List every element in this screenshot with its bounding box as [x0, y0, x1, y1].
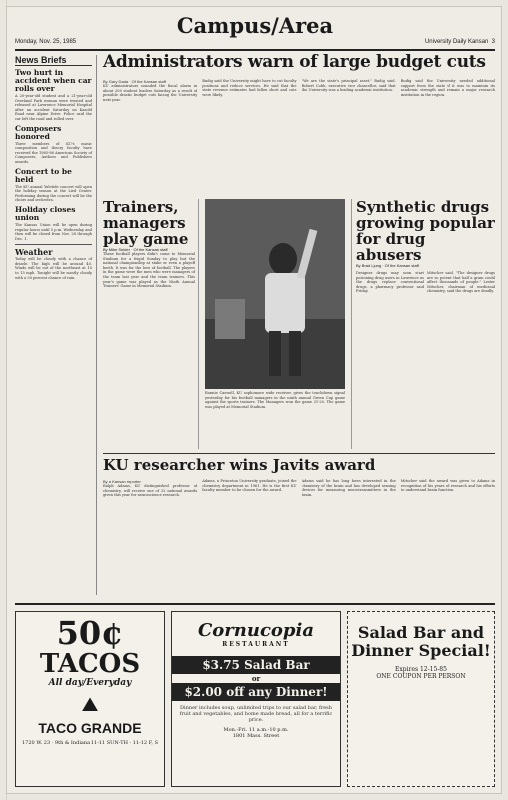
weather-body: Today will be cloudy with a chance of drizzle. The high will be around 40. Winds will be out of the northeast at 10 to 15 mph. Tonight will be mostly cloudy with a 50 percent chance of rain.	[15, 257, 92, 280]
salad-bar-offer: $3.75 Salad Bar	[172, 656, 340, 674]
brief-title-4: Holiday closes union	[15, 204, 76, 222]
cornucopia-note: Dinner includes soup, unlimited trips to our salad bar, fresh fruit and vegetables, and home made bread, all for a terrific price.	[179, 705, 333, 723]
brief-title-3: Concert to be held	[15, 166, 72, 184]
brief-body-3: The KU annual Yuletide concert will open the holiday season at the Lied Center. Performing during the concert will be the choirs and orchestra.	[15, 184, 92, 203]
trainers-byline: By Mike Snider · Of the Kansan staff	[103, 247, 168, 252]
synthetic-drugs-story	[351, 199, 495, 449]
lead-headline: Administrators warn of large budget cuts	[103, 52, 486, 72]
masthead	[15, 11, 495, 51]
kur-story	[103, 479, 495, 595]
football-photo	[205, 199, 345, 389]
taco-address: 1720 W. 23 · 9th & Indiana	[22, 740, 91, 746]
kur-headline: KU researcher wins Javits award	[103, 453, 495, 474]
lead-col-1: By Gary Dada · Of the Kansan staff KU administrators sounded the fiscal alarm in about 200 student leaders Saturday as a result of possible drastic budget cuts facing the University next year.	[103, 79, 198, 102]
page-number: 3	[491, 39, 495, 45]
dinner-offer: $2.00 off any Dinner!	[172, 683, 340, 701]
brief-body-4: The Kansas Union will be open during regular hours until 5 p.m. Wednesday and then will be closed from Nov. 28 through Dec. 1.	[15, 222, 92, 241]
kur-col-3: Adams said he has long been interested in the chemistry of the brain and has developed sensing devices for measuring neurotransmitters in the brain.	[301, 479, 396, 497]
section-title: Campus/Area	[176, 13, 334, 38]
kur-col-4: Mitscher said the award was given to Adams in recognition of his years of research and his efforts to understand brain function.	[400, 479, 495, 493]
synth-byline: By Brad Ljung · Of the Kansan staff	[356, 263, 419, 268]
brief-body-2: Three members of KU's music composition and theory faculty have received the 1985-86 American Society of Composers, Authors and Publishers awards.	[15, 141, 92, 164]
cornucopia-hours: Mon.-Fri. 11 a.m.-10 p.m.	[223, 727, 289, 733]
paper-name: University Daily Kansan 3	[424, 39, 495, 45]
weather-heading: Weather	[15, 244, 92, 257]
newspaper-page	[6, 6, 502, 794]
lead-col-4: Budig said the University needed additional support from the state if it was to maintain its academic strength and remain a major research institution in the region.	[400, 79, 495, 97]
taco-item: TACOS	[39, 649, 141, 679]
advertisement-strip	[15, 603, 495, 789]
synth-columns	[356, 271, 495, 294]
lead-col-3: "We are the state's principal asset," Budig said. Robert Cobb, executive vice chancellor, said that the University was a leading academic institution.	[301, 79, 396, 93]
trainers-headline: Trainers, managers play game	[103, 199, 189, 248]
lead-story	[103, 79, 495, 195]
taco-price: 50¢	[56, 614, 124, 652]
cornucopia-brand: Cornucopia	[197, 620, 315, 641]
kur-byline: By a Kansan reporter	[103, 479, 141, 484]
trainers-body: These football players didn't come to Memorial Stadium for a frigid Sunday to play but the national championship at stake or even a playoff berth. It was for the love of football. The players in the game were the men who were managers of the team last year and the team trainers. This year's game was played as the Ninth Annual Trainers' Game in Memorial Stadium.	[103, 252, 195, 289]
news-briefs-heading: News Briefs	[15, 55, 92, 66]
brief-title-1: Two hurt in accident when car rolls over	[15, 68, 92, 93]
cornucopia-address: 1801 Mass. Street	[232, 733, 280, 739]
coupon-expiry: Expires 12-15-85	[395, 666, 447, 673]
synth-headline: Synthetic drugs growing popular for drug abusers	[356, 199, 495, 264]
taco-when: All day/Everyday	[48, 678, 132, 688]
kur-col-1: By a Kansan reporter Ralph Adams, KU distinguished professor of chemistry, will receive one of 32 national awards given this year for neuroscience research.	[103, 479, 198, 498]
kur-col-2: Adams, a Princeton University graduate, joined the chemistry department in 1961. He is the first KU faculty member to be chosen for the award.	[202, 479, 297, 493]
photo-caption: Ronnie Caswell, KU sophomore wide receiver, gives the touchdown signal yesterday for his football managers in the ninth annual Green Cup game against the sports trainers. The Managers won the game 21-20. The game was played at Memorial Stadium.	[205, 391, 345, 409]
coupon-title: Salad Bar and Dinner Special!	[351, 623, 491, 660]
lead-col-2: Budig said the University might have to cut faculty positions and reduce services. He said that the state revenue estimates had fallen short and cuts were likely.	[202, 79, 297, 97]
offer-or: or	[251, 674, 261, 683]
trainers-story	[103, 199, 199, 449]
sombrero-icon: ⛰	[81, 692, 99, 716]
issue-date: Monday, Nov. 25, 1985	[15, 39, 77, 45]
lead-byline: By Gary Dada · Of the Kansan staff	[103, 79, 166, 84]
taco-grande-ad	[15, 611, 165, 787]
taco-brand: TACO GRANDE	[38, 720, 142, 736]
football-player-image	[205, 199, 345, 389]
synth-col-2: Mitscher said, "The designer drugs are so potent that half a gram could affect thousands of people." Lester Mitscher, chairman of medicinal chemistry, said the drugs are deadly.	[427, 271, 495, 294]
cornucopia-sub: RESTAURANT	[222, 641, 290, 648]
cornucopia-ad	[171, 611, 341, 787]
coupon-note: ONE COUPON PER PERSON	[376, 673, 466, 680]
taco-hours: 11-11 SUN-TH · 11-12 F, S	[90, 740, 158, 746]
salad-coupon-ad[interactable]	[347, 611, 495, 787]
synth-col-1: Designer drugs may soon start poisoning drug users in Lawrence as the drugs replace conventional drugs, a pharmacy professor said Friday.	[356, 271, 424, 294]
brief-body-1: A 20-year-old student and a 21-year-old Overland Park woman were treated and released at Lawrence Memorial Hospital after an accident Saturday on Kasold Road near Alpine Drive. Police said the car left the road and rolled over.	[15, 94, 92, 121]
brief-title-2: Composers honored	[15, 123, 62, 141]
news-briefs-column	[15, 55, 97, 595]
